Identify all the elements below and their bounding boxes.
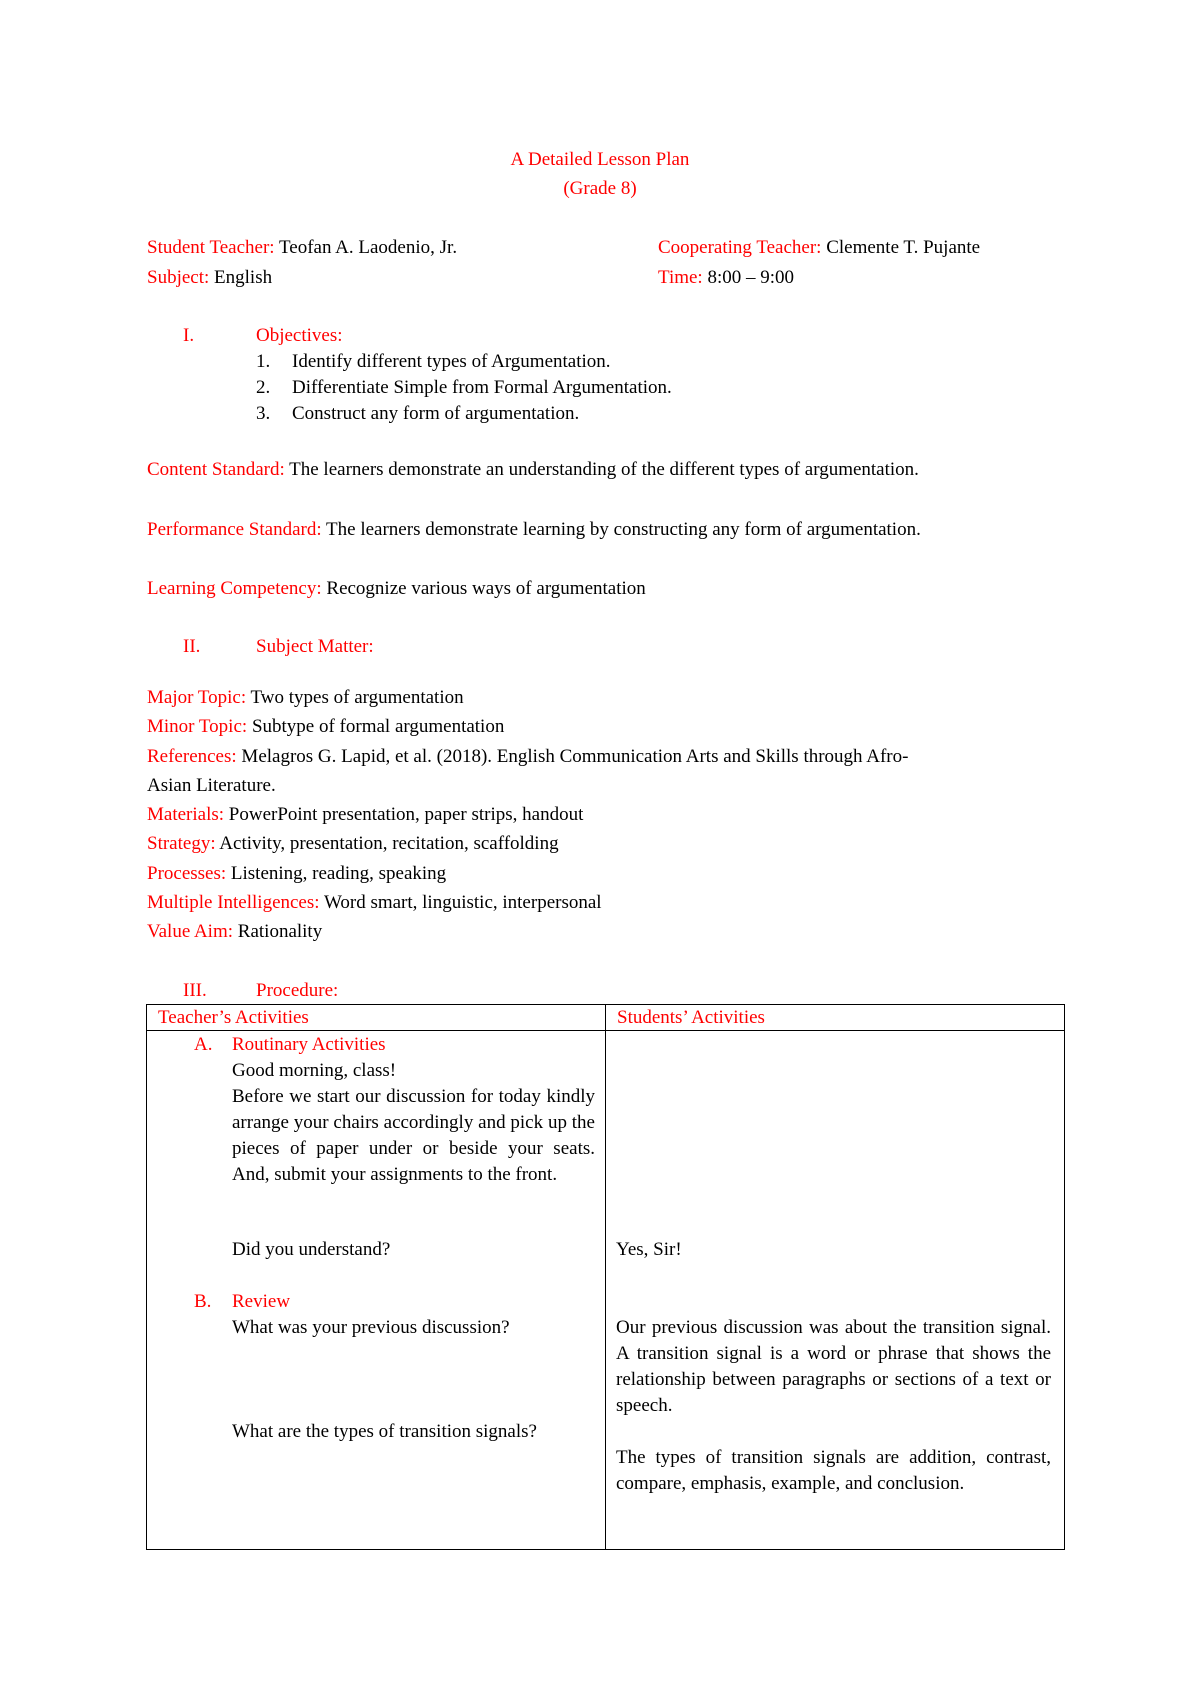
content-standard-value: The learners demonstrate an understanding of the different types of argumentation. bbox=[284, 459, 919, 480]
learning-competency-line bbox=[147, 576, 646, 602]
previous-answer: Our previous discussion was about the transition signal. A transition signal is a word or phrase that shows the relationship between paragraphs or sections of a text or speech. bbox=[616, 1317, 1051, 1416]
greeting-text: Good morning, class! bbox=[232, 1060, 397, 1081]
objective-text: Construct any form of argumentation. bbox=[292, 403, 580, 424]
references-continuation: Asian Literature. bbox=[147, 775, 276, 796]
multiple-intelligences-label: Multiple Intelligences: bbox=[147, 892, 320, 913]
learning-competency-value: Recognize various ways of argumentation bbox=[321, 578, 646, 599]
objective-text: Differentiate Simple from Formal Argumentation. bbox=[292, 377, 672, 398]
objective-text: Identify different types of Argumentation. bbox=[292, 351, 611, 372]
strategy-value: Activity, presentation, recitation, scaffolding bbox=[215, 833, 559, 854]
processes-line bbox=[147, 861, 446, 887]
routinary-label: Routinary Activities bbox=[232, 1034, 386, 1055]
objectives-heading: Objectives: bbox=[256, 325, 343, 346]
performance-standard-value: The learners demonstrate learning by constructing any form of argumentation. bbox=[321, 519, 921, 540]
subject-matter-numeral: II. bbox=[183, 636, 201, 657]
instructions-text: Before we start our discussion for today kindly arrange your chairs accordingly and pick up the pieces of paper under or beside your seats. And, submit your assignments to the front. bbox=[232, 1086, 595, 1185]
student-teacher-value: Teofan A. Laodenio, Jr. bbox=[274, 237, 458, 258]
subject-label: Subject: bbox=[147, 267, 210, 288]
references-line bbox=[147, 744, 908, 770]
cooperating-teacher-line bbox=[658, 235, 980, 261]
procedure-heading: Procedure: bbox=[256, 980, 339, 1001]
major-topic-label: Major Topic: bbox=[147, 687, 247, 708]
document-title: A Detailed Lesson Plan bbox=[510, 149, 690, 170]
teacher-activities-header: Teacher’s Activities bbox=[147, 1005, 606, 1031]
procedure-table bbox=[146, 1004, 1065, 1550]
performance-standard-line bbox=[147, 517, 921, 543]
students-activities-cell bbox=[606, 1031, 1065, 1550]
minor-topic-line bbox=[147, 714, 504, 740]
materials-value: PowerPoint presentation, paper strips, handout bbox=[224, 804, 584, 825]
students-activities-header: Students’ Activities bbox=[606, 1005, 1065, 1031]
types-answer: The types of transition signals are addition, contrast, compare, emphasis, example, and conclusion. bbox=[616, 1447, 1051, 1494]
objective-number: 3. bbox=[256, 403, 271, 424]
types-question: What are the types of transition signals? bbox=[232, 1421, 537, 1442]
learning-competency-label: Learning Competency: bbox=[147, 578, 322, 599]
procedure-numeral: III. bbox=[183, 980, 207, 1001]
minor-topic-value: Subtype of formal argumentation bbox=[247, 716, 505, 737]
time-label: Time: bbox=[658, 267, 703, 288]
strategy-label: Strategy: bbox=[147, 833, 216, 854]
processes-label: Processes: bbox=[147, 863, 227, 884]
value-aim-label: Value Aim: bbox=[147, 921, 234, 942]
subject-value: English bbox=[209, 267, 273, 288]
objective-item bbox=[256, 401, 579, 427]
processes-value: Listening, reading, speaking bbox=[226, 863, 447, 884]
objective-item bbox=[256, 349, 611, 375]
document-grade: (Grade 8) bbox=[563, 178, 637, 199]
multiple-intelligences-line bbox=[147, 890, 602, 916]
student-teacher-line bbox=[147, 235, 457, 261]
previous-question: What was your previous discussion? bbox=[232, 1317, 510, 1338]
major-topic-line bbox=[147, 685, 464, 711]
references-label: References: bbox=[147, 746, 237, 767]
strategy-line bbox=[147, 831, 559, 857]
understand-question: Did you understand? bbox=[232, 1239, 391, 1260]
objective-item bbox=[256, 375, 672, 401]
cooperating-teacher-label: Cooperating Teacher: bbox=[658, 237, 822, 258]
content-standard-label: Content Standard: bbox=[147, 459, 285, 480]
objective-number: 2. bbox=[256, 377, 271, 398]
teacher-activities-cell bbox=[147, 1031, 606, 1550]
materials-line bbox=[147, 802, 583, 828]
value-aim-value: Rationality bbox=[233, 921, 323, 942]
objective-number: 1. bbox=[256, 351, 271, 372]
student-teacher-label: Student Teacher: bbox=[147, 237, 275, 258]
review-letter: B. bbox=[194, 1291, 212, 1312]
understand-answer: Yes, Sir! bbox=[616, 1239, 682, 1260]
subject-matter-heading: Subject Matter: bbox=[256, 636, 374, 657]
materials-label: Materials: bbox=[147, 804, 225, 825]
review-label: Review bbox=[232, 1291, 291, 1312]
major-topic-value: Two types of argumentation bbox=[246, 687, 464, 708]
subject-line bbox=[147, 265, 272, 291]
cooperating-teacher-value: Clemente T. Pujante bbox=[821, 237, 981, 258]
multiple-intelligences-value: Word smart, linguistic, interpersonal bbox=[319, 892, 602, 913]
references-value: Melagros G. Lapid, et al. (2018). English Communication Arts and Skills through Afro- bbox=[236, 746, 909, 767]
performance-standard-label: Performance Standard: bbox=[147, 519, 322, 540]
routinary-letter: A. bbox=[194, 1034, 213, 1055]
time-value: 8:00 – 9:00 bbox=[702, 267, 795, 288]
content-standard-line bbox=[147, 457, 919, 483]
time-line bbox=[658, 265, 794, 291]
minor-topic-label: Minor Topic: bbox=[147, 716, 248, 737]
value-aim-line bbox=[147, 919, 322, 945]
objectives-numeral: I. bbox=[183, 325, 195, 346]
